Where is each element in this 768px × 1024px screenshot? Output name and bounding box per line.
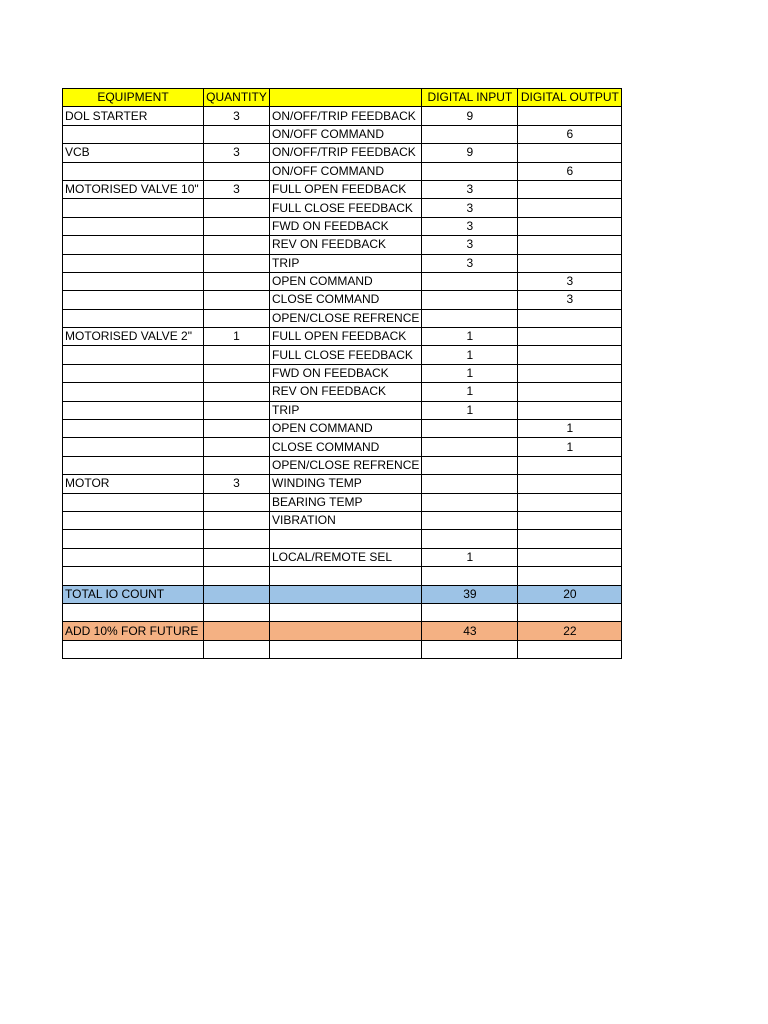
quantity-cell — [204, 162, 270, 180]
digital-input-cell — [422, 567, 518, 585]
future-digital-output: 22 — [518, 622, 622, 640]
quantity-cell — [204, 217, 270, 235]
table-row — [63, 291, 622, 309]
digital-input-cell — [422, 125, 518, 143]
table-row — [63, 401, 622, 419]
table-row — [63, 107, 622, 125]
equipment-cell — [63, 199, 204, 217]
digital-output-cell — [518, 456, 622, 474]
digital-output-cell — [518, 511, 622, 529]
signal-cell: ON/OFF COMMAND — [270, 125, 422, 143]
equipment-cell — [63, 438, 204, 456]
empty-cell — [518, 603, 622, 621]
table-row — [63, 328, 622, 346]
quantity-cell — [204, 567, 270, 585]
quantity-cell — [204, 383, 270, 401]
digital-input-cell — [422, 272, 518, 290]
digital-output-cell: 1 — [518, 420, 622, 438]
digital-output-cell: 1 — [518, 438, 622, 456]
digital-output-cell — [518, 567, 622, 585]
equipment-cell — [63, 567, 204, 585]
equipment-cell — [63, 530, 204, 548]
digital-output-cell — [518, 107, 622, 125]
quantity-cell — [204, 438, 270, 456]
table-row — [63, 530, 622, 548]
table-row — [63, 383, 622, 401]
digital-input-cell: 1 — [422, 328, 518, 346]
digital-input-cell — [422, 420, 518, 438]
header-row — [63, 89, 622, 107]
digital-output-cell — [518, 346, 622, 364]
table-row — [63, 217, 622, 235]
digital-output-cell — [518, 199, 622, 217]
digital-input-cell: 3 — [422, 217, 518, 235]
equipment-cell — [63, 420, 204, 438]
equipment-cell: MOTORISED VALVE 2" — [63, 328, 204, 346]
digital-input-cell — [422, 511, 518, 529]
spacer-row — [63, 603, 622, 621]
digital-input-cell: 1 — [422, 383, 518, 401]
digital-input-cell — [422, 438, 518, 456]
digital-output-cell — [518, 180, 622, 198]
quantity-cell — [204, 346, 270, 364]
signal-cell: FULL OPEN FEEDBACK — [270, 328, 422, 346]
signal-cell: TRIP — [270, 401, 422, 419]
signal-cell: ON/OFF/TRIP FEEDBACK — [270, 144, 422, 162]
header-digital-output: DIGITAL OUTPUT — [518, 89, 622, 107]
digital-input-cell: 3 — [422, 254, 518, 272]
digital-output-cell — [518, 364, 622, 382]
equipment-cell — [63, 493, 204, 511]
future-quantity-cell — [204, 622, 270, 640]
digital-input-cell: 9 — [422, 107, 518, 125]
table-row — [63, 309, 622, 327]
quantity-cell — [204, 493, 270, 511]
digital-output-cell — [518, 254, 622, 272]
digital-output-cell — [518, 493, 622, 511]
digital-input-cell: 3 — [422, 180, 518, 198]
quantity-cell — [204, 364, 270, 382]
table-row — [63, 144, 622, 162]
signal-cell: OPEN COMMAND — [270, 420, 422, 438]
table-row — [63, 180, 622, 198]
quantity-cell — [204, 291, 270, 309]
quantity-cell: 3 — [204, 144, 270, 162]
header-digital-input: DIGITAL INPUT — [422, 89, 518, 107]
table-row — [63, 420, 622, 438]
equipment-cell — [63, 272, 204, 290]
quantity-cell — [204, 548, 270, 566]
digital-output-cell — [518, 217, 622, 235]
quantity-cell: 3 — [204, 475, 270, 493]
equipment-cell — [63, 217, 204, 235]
equipment-cell: MOTOR — [63, 475, 204, 493]
equipment-cell — [63, 291, 204, 309]
digital-output-cell — [518, 309, 622, 327]
digital-input-cell: 1 — [422, 548, 518, 566]
quantity-cell — [204, 530, 270, 548]
total-digital-output: 20 — [518, 585, 622, 603]
signal-cell: FWD ON FEEDBACK — [270, 364, 422, 382]
future-digital-input: 43 — [422, 622, 518, 640]
digital-input-cell: 3 — [422, 199, 518, 217]
total-label: TOTAL IO COUNT — [63, 585, 204, 603]
digital-input-cell: 1 — [422, 346, 518, 364]
table-row — [63, 272, 622, 290]
total-io-row — [63, 585, 622, 603]
equipment-cell — [63, 254, 204, 272]
equipment-cell — [63, 364, 204, 382]
signal-cell: TRIP — [270, 254, 422, 272]
equipment-cell — [63, 309, 204, 327]
table-row — [63, 162, 622, 180]
digital-output-cell — [518, 401, 622, 419]
table-row — [63, 456, 622, 474]
digital-input-cell — [422, 291, 518, 309]
digital-output-cell — [518, 236, 622, 254]
signal-cell — [270, 530, 422, 548]
io-count-table — [62, 88, 622, 659]
signal-cell: LOCAL/REMOTE SEL — [270, 548, 422, 566]
future-label: ADD 10% FOR FUTURE — [63, 622, 204, 640]
empty-cell — [204, 603, 270, 621]
table-row — [63, 511, 622, 529]
quantity-cell — [204, 125, 270, 143]
equipment-cell — [63, 548, 204, 566]
quantity-cell — [204, 420, 270, 438]
empty-row — [63, 640, 622, 658]
digital-output-cell — [518, 530, 622, 548]
equipment-cell — [63, 401, 204, 419]
quantity-cell — [204, 236, 270, 254]
digital-input-cell: 3 — [422, 236, 518, 254]
table-row — [63, 493, 622, 511]
signal-cell — [270, 567, 422, 585]
empty-cell — [204, 640, 270, 658]
empty-cell — [422, 640, 518, 658]
signal-cell: OPEN COMMAND — [270, 272, 422, 290]
header-signal — [270, 89, 422, 107]
empty-cell — [270, 640, 422, 658]
digital-input-cell: 1 — [422, 364, 518, 382]
quantity-cell — [204, 309, 270, 327]
empty-cell — [270, 603, 422, 621]
digital-output-cell: 6 — [518, 162, 622, 180]
quantity-cell — [204, 199, 270, 217]
digital-input-cell — [422, 162, 518, 180]
digital-input-cell — [422, 475, 518, 493]
signal-cell: FULL CLOSE FEEDBACK — [270, 346, 422, 364]
quantity-cell — [204, 511, 270, 529]
digital-input-cell — [422, 456, 518, 474]
digital-input-cell — [422, 530, 518, 548]
signal-cell: FWD ON FEEDBACK — [270, 217, 422, 235]
signal-cell: FULL CLOSE FEEDBACK — [270, 199, 422, 217]
table-row — [63, 567, 622, 585]
table-row — [63, 346, 622, 364]
equipment-cell: DOL STARTER — [63, 107, 204, 125]
equipment-cell — [63, 236, 204, 254]
table-row — [63, 125, 622, 143]
signal-cell: ON/OFF COMMAND — [270, 162, 422, 180]
table-row — [63, 254, 622, 272]
digital-output-cell: 6 — [518, 125, 622, 143]
table-row — [63, 475, 622, 493]
quantity-cell — [204, 254, 270, 272]
signal-cell: VIBRATION — [270, 511, 422, 529]
equipment-cell — [63, 383, 204, 401]
quantity-cell — [204, 272, 270, 290]
header-quantity: QUANTITY — [204, 89, 270, 107]
equipment-cell — [63, 125, 204, 143]
signal-cell: FULL OPEN FEEDBACK — [270, 180, 422, 198]
table-row — [63, 199, 622, 217]
equipment-cell — [63, 346, 204, 364]
quantity-cell: 3 — [204, 107, 270, 125]
equipment-cell — [63, 456, 204, 474]
signal-cell: OPEN/CLOSE REFRENCE — [270, 456, 422, 474]
digital-input-cell — [422, 493, 518, 511]
empty-cell — [422, 603, 518, 621]
equipment-cell: MOTORISED VALVE 10" — [63, 180, 204, 198]
digital-output-cell — [518, 144, 622, 162]
digital-input-cell — [422, 309, 518, 327]
quantity-cell — [204, 401, 270, 419]
digital-output-cell — [518, 328, 622, 346]
digital-output-cell: 3 — [518, 291, 622, 309]
future-signal-cell — [270, 622, 422, 640]
digital-output-cell — [518, 475, 622, 493]
signal-cell: REV ON FEEDBACK — [270, 236, 422, 254]
quantity-cell: 3 — [204, 180, 270, 198]
equipment-cell — [63, 162, 204, 180]
table-row — [63, 548, 622, 566]
table-row — [63, 364, 622, 382]
total-quantity-cell — [204, 585, 270, 603]
digital-input-cell: 1 — [422, 401, 518, 419]
signal-cell: OPEN/CLOSE REFRENCE — [270, 309, 422, 327]
signal-cell: REV ON FEEDBACK — [270, 383, 422, 401]
table-row — [63, 236, 622, 254]
signal-cell: BEARING TEMP — [270, 493, 422, 511]
digital-input-cell: 9 — [422, 144, 518, 162]
equipment-cell: VCB — [63, 144, 204, 162]
signal-cell: CLOSE COMMAND — [270, 438, 422, 456]
header-equipment: EQUIPMENT — [63, 89, 204, 107]
table-row — [63, 438, 622, 456]
future-io-row — [63, 622, 622, 640]
empty-cell — [63, 640, 204, 658]
signal-cell: CLOSE COMMAND — [270, 291, 422, 309]
total-digital-input: 39 — [422, 585, 518, 603]
equipment-cell — [63, 511, 204, 529]
empty-cell — [518, 640, 622, 658]
digital-output-cell: 3 — [518, 272, 622, 290]
quantity-cell — [204, 456, 270, 474]
empty-cell — [63, 603, 204, 621]
quantity-cell: 1 — [204, 328, 270, 346]
total-signal-cell — [270, 585, 422, 603]
signal-cell: ON/OFF/TRIP FEEDBACK — [270, 107, 422, 125]
signal-cell: WINDING TEMP — [270, 475, 422, 493]
digital-output-cell — [518, 548, 622, 566]
digital-output-cell — [518, 383, 622, 401]
